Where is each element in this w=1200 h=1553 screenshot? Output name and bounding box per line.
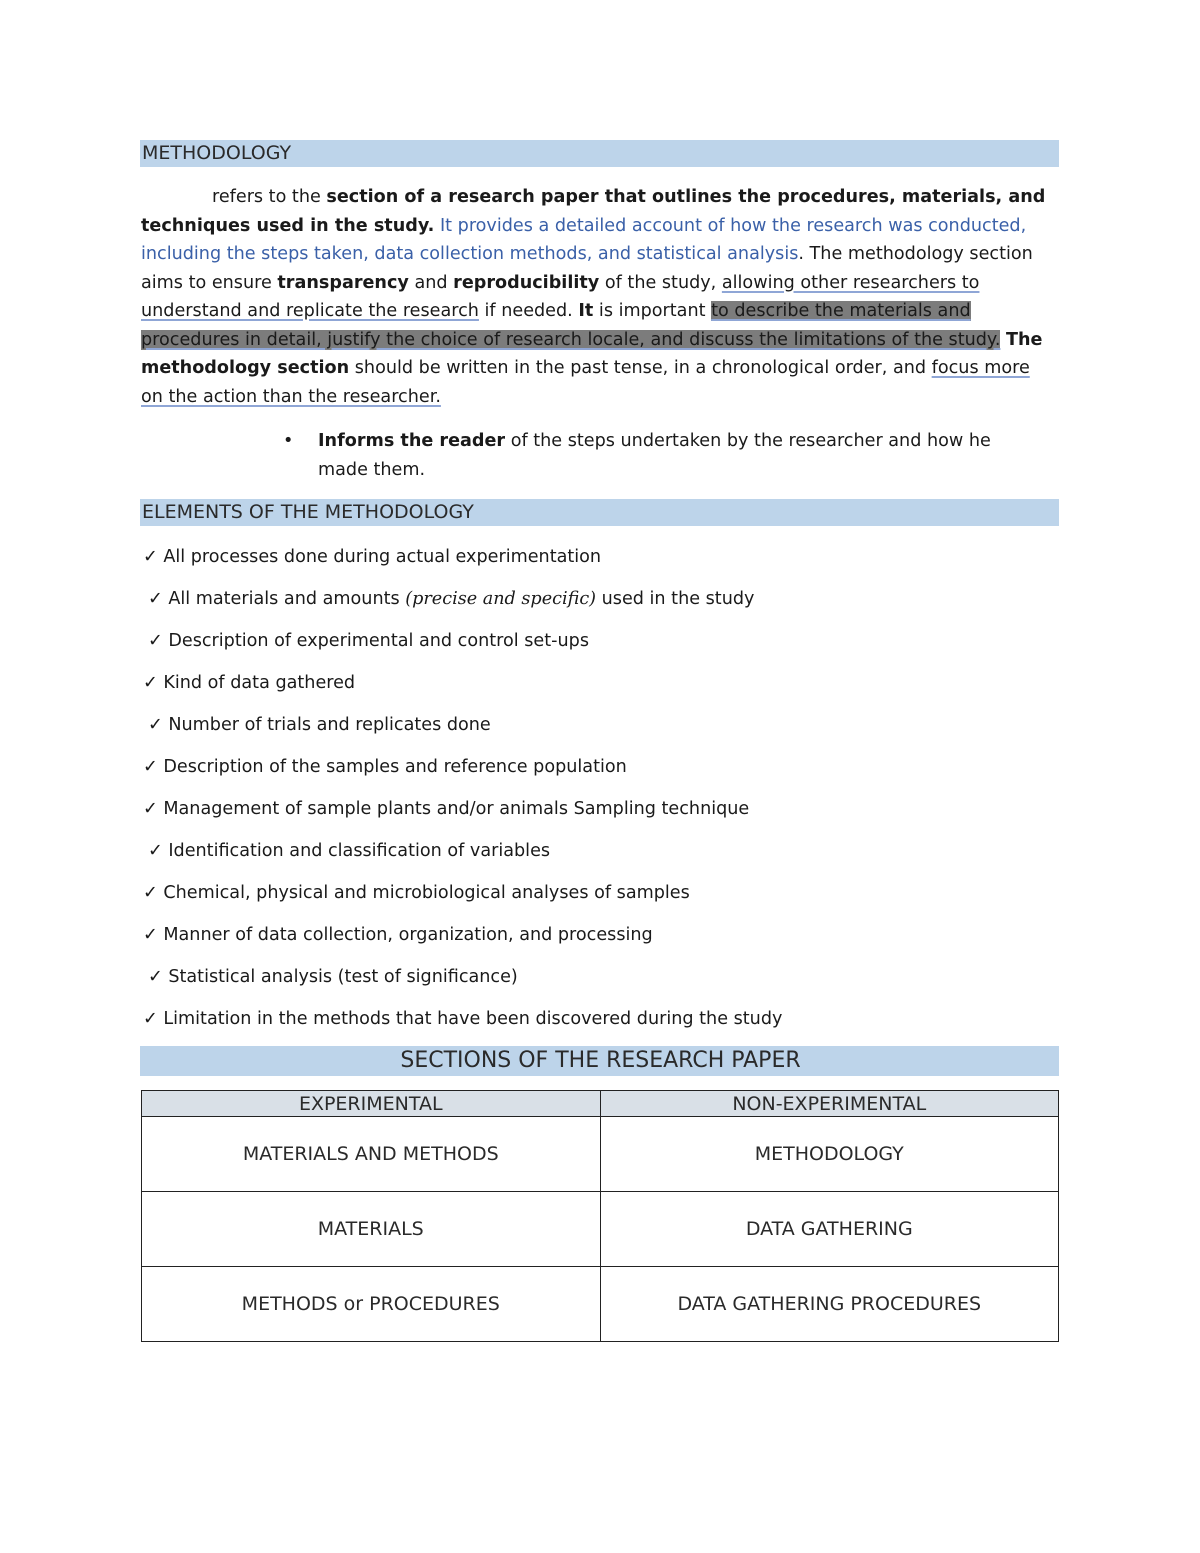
para-text: if needed. xyxy=(478,301,579,321)
table-header-row xyxy=(142,1091,1059,1117)
check-item: ✓ Description of experimental and control set-ups xyxy=(148,631,589,651)
bullet-bold-text: Informs the reader xyxy=(318,431,506,451)
para-underlined-text: allowing other researchers to understand and replicate the research xyxy=(141,272,980,321)
para-highlighted-text: to describe the materials and procedures in detail, justify the choice of research locale, and discuss the limitations of the study. xyxy=(141,301,1001,350)
para-text: and xyxy=(408,272,454,293)
check-item-italic: (precise and specific) xyxy=(405,589,597,609)
para-bold-definition: section of a research paper that outlines the procedures, materials, and techniques used in the study. xyxy=(141,187,1046,236)
para-blue-text: It provides a detailed account of how the research was conducted, including the steps taken, data collection methods, and statistical analysis xyxy=(141,215,1027,264)
check-item: ✓ Manner of data collection, organization, and processing xyxy=(143,925,653,945)
check-item: ✓ Identification and classification of variables xyxy=(148,841,551,861)
check-item: ✓ Limitation in the methods that have been discovered during the study xyxy=(143,1009,783,1029)
column-header-experimental: EXPERIMENTAL xyxy=(142,1091,601,1117)
table-row xyxy=(142,1117,1059,1192)
para-bold-transparency: transparency xyxy=(277,272,409,293)
table-cell: MATERIALS xyxy=(142,1192,601,1267)
methodology-heading: METHODOLOGY xyxy=(140,140,1059,167)
para-text: refers to the xyxy=(212,187,327,207)
check-item: ✓ Management of sample plants and/or animals Sampling technique xyxy=(143,799,750,819)
check-item: ✓ Chemical, physical and microbiological analyses of samples xyxy=(143,883,690,903)
column-header-non-experimental: NON-EXPERIMENTAL xyxy=(600,1091,1059,1117)
check-item-text: ✓ All materials and amounts xyxy=(148,589,406,609)
sections-table xyxy=(141,1090,1059,1342)
table-row xyxy=(142,1192,1059,1267)
para-text: . The methodology section aims to ensure xyxy=(141,244,1033,293)
bullet-icon: • xyxy=(283,431,294,451)
para-text: is important xyxy=(593,301,712,321)
bullet-item xyxy=(283,427,1043,485)
table-cell: DATA GATHERING xyxy=(600,1192,1059,1267)
check-item: ✓ Description of the samples and reference population xyxy=(143,757,627,777)
check-item: ✓ Number of trials and replicates done xyxy=(148,715,491,735)
check-item: ✓ Statistical analysis (test of significance) xyxy=(148,967,518,987)
table-cell: DATA GATHERING PROCEDURES xyxy=(600,1267,1059,1342)
elements-heading: ELEMENTS OF THE METHODOLOGY xyxy=(140,499,1059,526)
check-item xyxy=(148,588,754,610)
table-cell: MATERIALS AND METHODS xyxy=(142,1117,601,1192)
table-cell: METHODOLOGY xyxy=(600,1117,1059,1192)
table-row xyxy=(142,1267,1059,1342)
para-bold-it: It xyxy=(578,301,594,321)
bullet-text xyxy=(318,427,1043,485)
bullet-plain-text: of the steps undertaken by the researcher and how he made them. xyxy=(318,431,991,480)
check-item-text: used in the study xyxy=(596,589,755,609)
para-text: of the study, xyxy=(599,272,722,293)
para-bold-methodology-section: The methodology section xyxy=(141,329,1043,378)
methodology-paragraph xyxy=(141,183,1056,411)
para-underlined-text: focus more on the action than the researcher. xyxy=(141,358,1030,407)
para-text: should be written in the past tense, in a chronological order, and xyxy=(349,358,932,378)
para-bold-reproducibility: reproducibility xyxy=(453,272,600,293)
check-item: ✓ Kind of data gathered xyxy=(143,673,356,693)
table-cell: METHODS or PROCEDURES xyxy=(142,1267,601,1342)
check-item: ✓ All processes done during actual experimentation xyxy=(143,547,602,567)
sections-heading: SECTIONS OF THE RESEARCH PAPER xyxy=(140,1046,1059,1076)
